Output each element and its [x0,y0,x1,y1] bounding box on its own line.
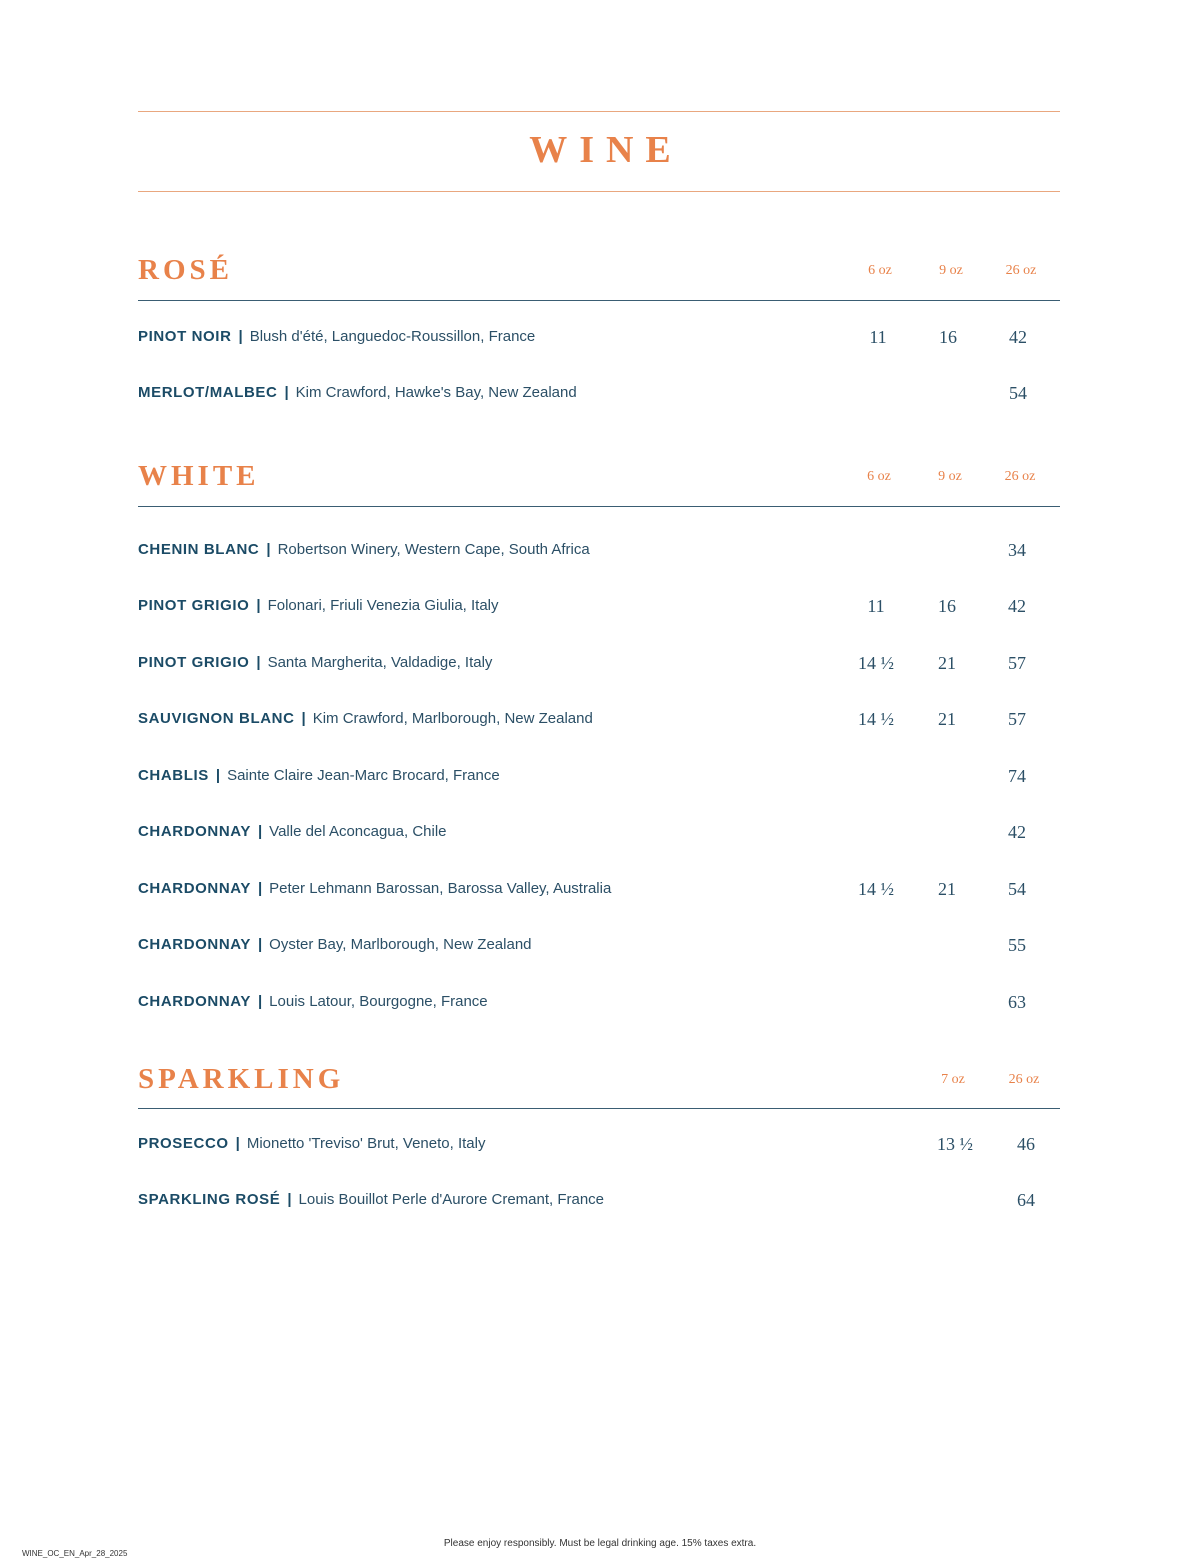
wine-description [138,1191,604,1208]
separator: | [287,1191,292,1208]
wine-description [138,767,500,784]
wine-row [138,654,1060,678]
varietal: PROSECCO [138,1135,229,1152]
wine-row [138,880,1060,904]
price-26oz: 57 [1008,709,1026,729]
wine-row [138,823,1060,847]
price-6oz: 11 [869,327,887,347]
wine-description [138,328,535,345]
varietal: SPARKLING ROSÉ [138,1191,281,1208]
wine-description [138,384,577,401]
price-26oz: 54 [1008,879,1026,899]
producer: Valle del Aconcagua, Chile [269,823,447,840]
producer: Kim Crawford, Hawke's Bay, New Zealand [295,384,577,401]
producer: Peter Lehmann Barossan, Barossa Valley, Australia [269,880,612,897]
varietal: PINOT GRIGIO [138,597,250,614]
separator: | [301,710,306,727]
section-divider [138,1108,1060,1109]
wine-row [138,936,1060,960]
price-26oz: 46 [1017,1134,1035,1154]
varietal: CHENIN BLANC [138,541,260,558]
wine-row [138,993,1060,1017]
wine-row [138,597,1060,621]
separator: | [257,823,263,840]
price-26oz: 64 [1017,1190,1035,1210]
wine-row [138,1191,1060,1215]
size-header-9oz: 9 oz [939,263,963,278]
producer: Folonari, Friuli Venezia Giulia, Italy [267,597,499,614]
size-header-6oz: 6 oz [867,469,891,484]
price-26oz: 74 [1008,766,1026,786]
price-9oz: 16 [938,596,956,616]
varietal: CHARDONNAY [138,993,251,1010]
price-26oz: 42 [1009,327,1027,347]
producer: Kim Crawford, Marlborough, New Zealand [312,710,593,727]
varietal: MERLOT/MALBEC [138,384,278,401]
varietal: CHARDONNAY [138,880,251,897]
separator: | [256,597,261,614]
price-26oz: 57 [1008,653,1026,673]
producer: Blush d'été, Languedoc-Roussillon, France [249,328,536,345]
price-6oz: 11 [867,596,885,616]
varietal: PINOT NOIR [138,328,232,345]
separator: | [257,936,263,953]
price-9oz: 21 [938,879,956,899]
wine-description [138,993,488,1010]
separator: | [266,541,271,558]
section-title: WHITE [138,460,260,492]
producer: Mionetto 'Treviso' Brut, Veneto, Italy [246,1135,486,1152]
size-header-26oz: 26 oz [1004,469,1036,484]
wine-row [138,1135,1060,1159]
wine-row [138,710,1060,734]
separator: | [284,384,289,401]
wine-row [138,767,1060,791]
section-divider [138,300,1060,301]
section-title: ROSÉ [138,254,233,286]
wine-description [138,597,499,614]
separator: | [215,767,221,784]
price-7oz: 13 ½ [937,1134,973,1154]
size-header-6oz: 6 oz [868,263,892,278]
price-9oz: 21 [938,653,956,673]
separator: | [238,328,243,345]
title-divider [138,191,1060,192]
varietal: SAUVIGNON BLANC [138,710,295,727]
wine-description [138,654,492,671]
varietal: CHARDONNAY [138,936,251,953]
price-6oz: 14 ½ [858,879,894,899]
section-divider [138,506,1060,507]
separator: | [256,654,261,671]
price-26oz: 42 [1008,596,1026,616]
document-code: WINE_OC_EN_Apr_28_2025 [22,1549,128,1558]
wine-row [138,541,1060,565]
producer: Louis Latour, Bourgogne, France [269,993,488,1010]
menu-title: WINE [529,129,683,171]
varietal: CHABLIS [138,767,209,784]
footer-note: Please enjoy responsibly. Must be legal drinking age. 15% taxes extra. [443,1538,757,1549]
price-26oz: 55 [1008,935,1026,955]
price-26oz: 63 [1008,992,1026,1012]
wine-row [138,384,1060,408]
separator: | [257,993,263,1010]
producer: Oyster Bay, Marlborough, New Zealand [269,936,532,953]
section-title: SPARKLING [138,1063,345,1095]
wine-description [138,936,532,953]
size-header-7oz: 7 oz [941,1072,965,1087]
price-6oz: 14 ½ [858,653,894,673]
producer: Santa Margherita, Valdadige, Italy [267,654,493,671]
wine-row [138,328,1060,352]
price-26oz: 42 [1008,822,1026,842]
price-9oz: 21 [938,709,956,729]
price-9oz: 16 [939,327,957,347]
producer: Robertson Winery, Western Cape, South Africa [277,541,590,558]
wine-description [138,541,590,558]
varietal: PINOT GRIGIO [138,654,250,671]
top-divider [138,111,1060,112]
size-header-26oz: 26 oz [1005,263,1037,278]
wine-description [138,823,447,840]
price-26oz: 54 [1009,383,1027,403]
price-6oz: 14 ½ [858,709,894,729]
separator: | [235,1135,240,1152]
size-header-9oz: 9 oz [938,469,962,484]
wine-description [138,710,593,727]
size-header-26oz: 26 oz [1008,1072,1040,1087]
separator: | [257,880,263,897]
producer: Sainte Claire Jean-Marc Brocard, France [227,767,500,784]
price-26oz: 34 [1008,540,1026,560]
producer: Louis Bouillot Perle d'Aurore Cremant, France [298,1191,605,1208]
varietal: CHARDONNAY [138,823,251,840]
wine-description [138,1135,485,1152]
wine-description [138,880,611,897]
